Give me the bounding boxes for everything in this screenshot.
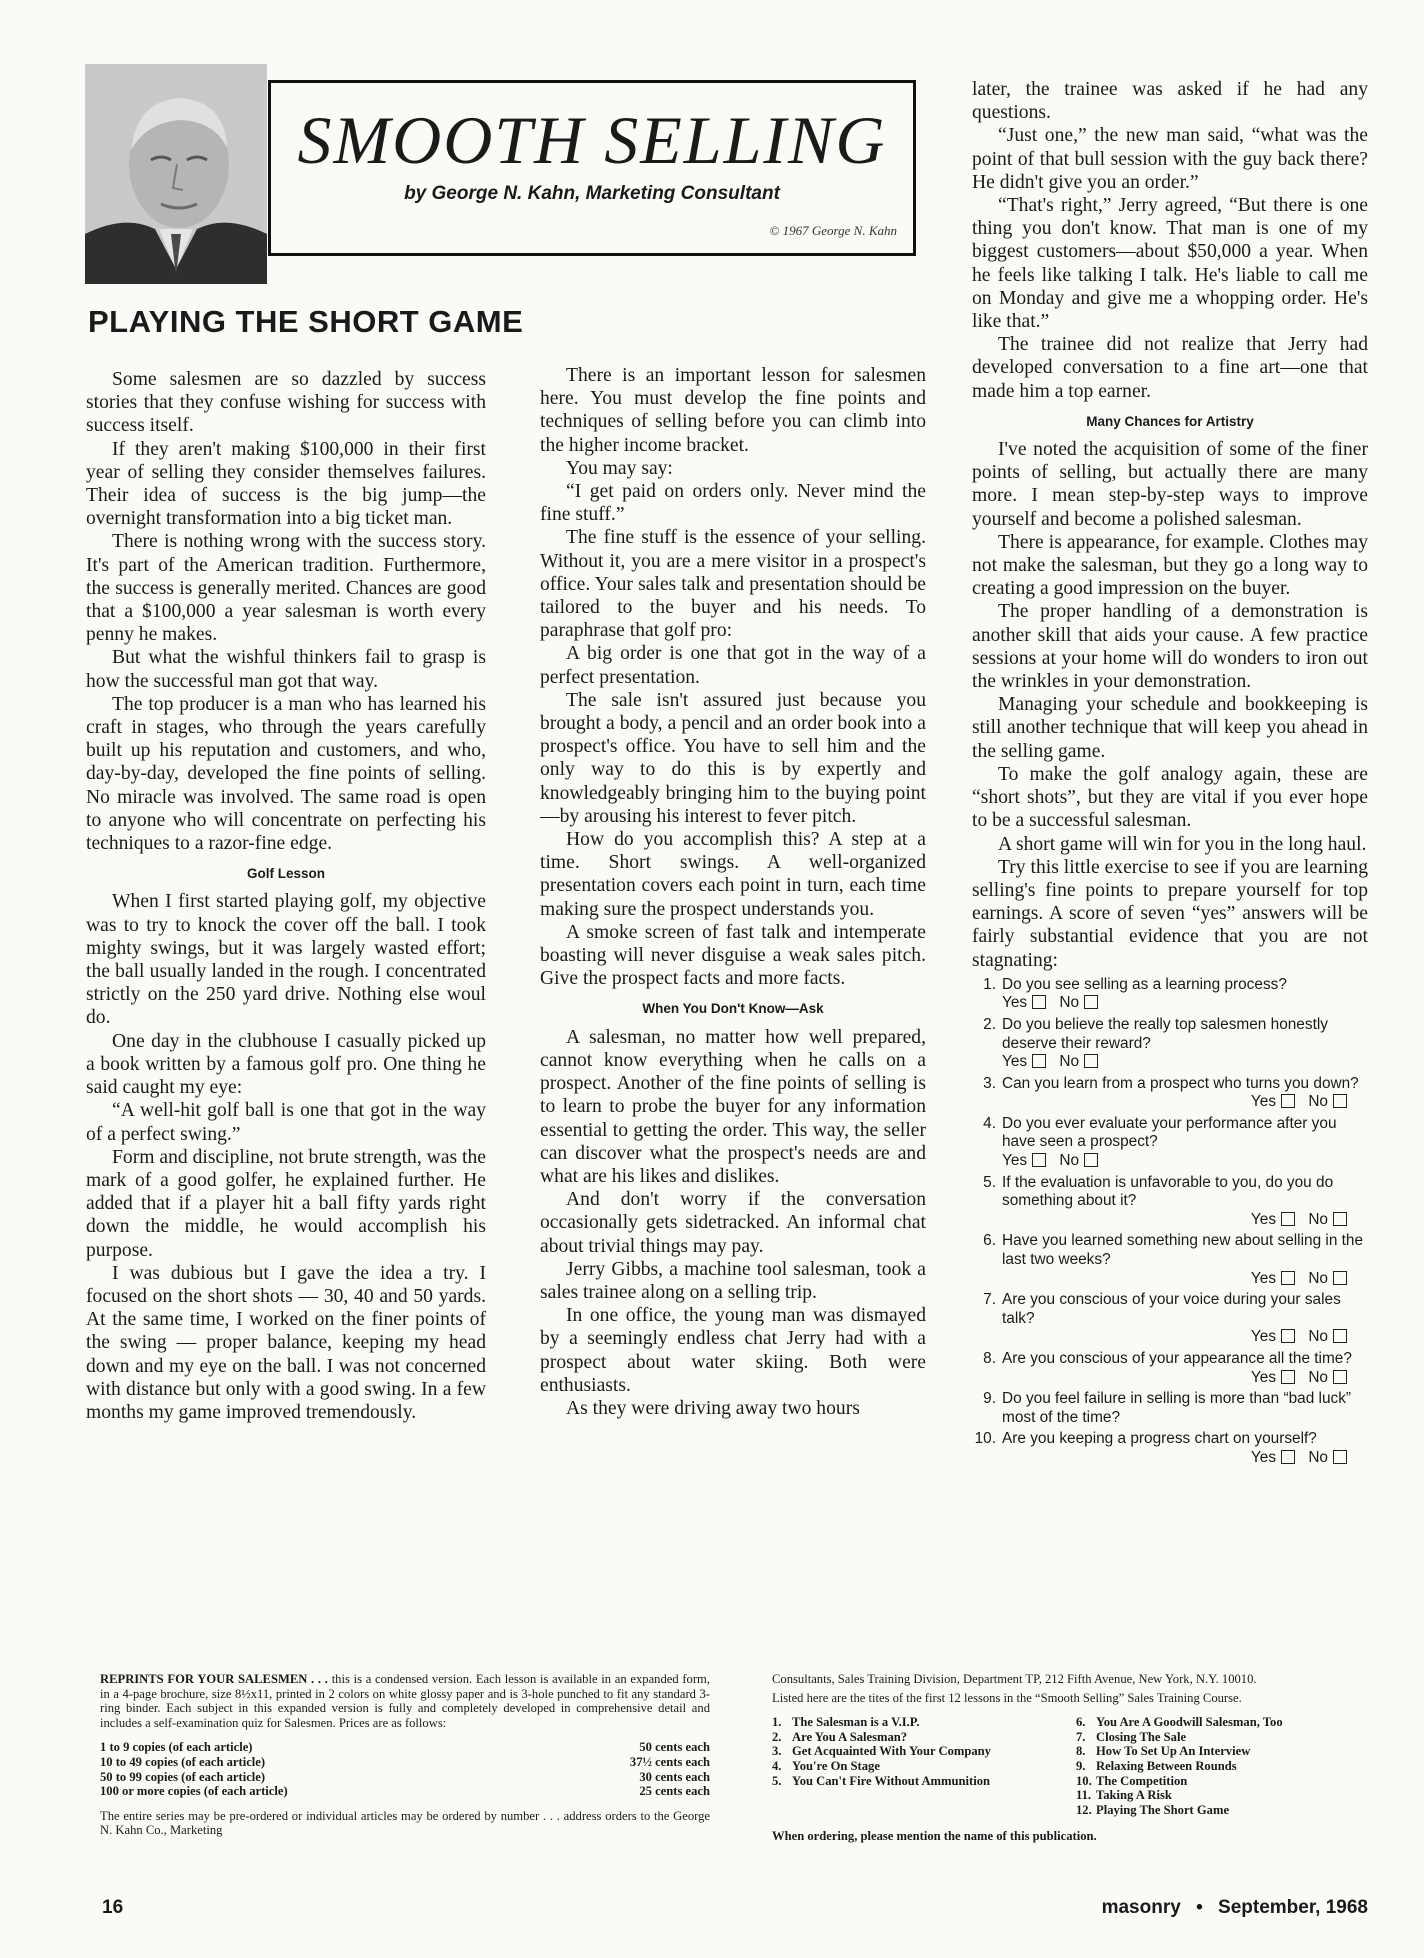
no-checkbox[interactable] xyxy=(1084,1153,1098,1167)
paragraph: There is an important lesson for salesmen here. You must develop the fine points and techniques of selling before you can climb into the higher income bracket. xyxy=(540,365,926,456)
no-label: No xyxy=(1059,994,1080,1012)
quiz-question: Are you keeping a progress chart on yourself? xyxy=(1002,1430,1317,1448)
quiz-item xyxy=(972,1174,1368,1230)
paragraph: The trainee did not realize that Jerry had developed conversation to a fine art—one that made him a top earner. xyxy=(972,334,1368,402)
column-2 xyxy=(540,364,926,1420)
lesson-title: You Can't Fire Without Ammunition xyxy=(792,1773,991,1788)
quiz-item xyxy=(972,1350,1368,1387)
paragraph: A smoke screen of fast talk and intemperate boasting will never disguise a weak sales pitch. Give the prospect facts and more facts. xyxy=(540,921,926,990)
lesson-title: You Are A Goodwill Salesman, Too xyxy=(1096,1715,1283,1730)
yes-checkbox[interactable] xyxy=(1281,1329,1295,1343)
footer-bullet: • xyxy=(1196,1897,1203,1918)
paragraph: I was dubious but I gave the idea a try. I focused on the short shots — 30, 40 and 50 yards. At the same time, I worked on the finer points of the swing — proper balance, keeping my head down and my eye on the ball. I was not concerned with distance but only with a good swing. In a few months my game improved tremendously. xyxy=(86,1262,486,1423)
lesson-item xyxy=(772,1774,1052,1789)
lesson-item xyxy=(772,1744,1052,1759)
lesson-number: 6. xyxy=(1076,1715,1086,1730)
yes-checkbox[interactable] xyxy=(1281,1212,1295,1226)
reprints-lead: REPRINTS FOR YOUR SALESMEN . . . xyxy=(100,1672,328,1686)
no-checkbox[interactable] xyxy=(1333,1212,1347,1226)
lesson-item xyxy=(772,1759,1052,1774)
no-checkbox[interactable] xyxy=(1084,1054,1098,1068)
lesson-title: The Salesman is a V.I.P. xyxy=(792,1715,920,1730)
order-address: Consultants, Sales Training Division, Department TP, 212 Fifth Avenue, New York, N.Y. 10010. xyxy=(772,1672,1257,1686)
quiz-item xyxy=(972,1075,1368,1112)
portrait-drawing xyxy=(85,64,267,284)
paragraph: The fine stuff is the essence of your selling. Without it, you are a mere visitor in a prospect's office. Your sales talk and presentation should be tailored to the buyer and his needs. To paraphrase that golf pro: xyxy=(540,527,926,642)
copyright: © 1967 George N. Kahn xyxy=(769,223,897,238)
reprints-intro xyxy=(100,1672,710,1730)
lesson-number: 2. xyxy=(772,1729,782,1744)
lesson-item xyxy=(1076,1730,1283,1745)
reprints-right xyxy=(772,1672,1378,1844)
quiz-number: 6. xyxy=(983,1232,996,1250)
author-portrait xyxy=(85,64,267,284)
ordering-note: When ordering, please mention the name of this publication. xyxy=(772,1829,1097,1844)
yes-label: Yes xyxy=(1250,1448,1277,1466)
yes-checkbox[interactable] xyxy=(1281,1271,1295,1285)
yes-checkbox[interactable] xyxy=(1281,1450,1295,1464)
price-row xyxy=(100,1755,710,1770)
quiz-question: If the evaluation is unfavorable to you, do you do something about it? xyxy=(1002,1173,1334,1210)
paragraph: There is appearance, for example. Clothes may not make the salesman, but they go a long way to creating a good impression on the buyer. xyxy=(972,531,1368,600)
lesson-item xyxy=(772,1715,1052,1730)
lesson-item xyxy=(1076,1803,1283,1818)
quiz-question: Can you learn from a prospect who turns you down? xyxy=(1002,1074,1359,1092)
lessons-column-left xyxy=(772,1715,1052,1817)
paragraph: How do you accomplish this? A step at a time. Short swings. A well-organized presentation covers each point in turn, each time making sure the prospect understands you. xyxy=(540,829,926,920)
reprints-left xyxy=(100,1672,710,1838)
quiz-number: 4. xyxy=(983,1114,996,1132)
quiz-question: Do you see selling as a learning process? xyxy=(1002,975,1287,993)
paragraph: Try this little exercise to see if you are learning selling's fine points to prepare yourself for top earnings. A score of seven “yes” answers will be fairly substantial evidence that you are not stagnating: xyxy=(972,856,1368,971)
lesson-item xyxy=(1076,1788,1283,1803)
column-3 xyxy=(972,78,1368,1471)
lesson-title: Relaxing Between Rounds xyxy=(1096,1758,1237,1773)
quiz-number: 2. xyxy=(983,1015,996,1033)
lesson-title: Closing The Sale xyxy=(1096,1729,1187,1744)
quiz-number: 8. xyxy=(983,1350,996,1367)
no-checkbox[interactable] xyxy=(1333,1271,1347,1285)
quiz-question: Do you believe the really top salesmen honestly deserve their reward? xyxy=(1002,1015,1328,1052)
column-1 xyxy=(86,368,486,1424)
yes-label: Yes xyxy=(1002,1053,1028,1071)
paragraph: The sale isn't assured just because you brought a body, a pencil and an order book into a prospect's office. You have to sell him and the only way to do this is by expertly and knowledgeably bringing him to the buying point—by arousing his interest to fever pitch. xyxy=(540,689,926,827)
paragraph: But what the wishful thinkers fail to grasp is how the successful man got that way. xyxy=(86,647,486,692)
lesson-number: 11. xyxy=(1076,1788,1092,1803)
no-label: No xyxy=(1308,1448,1328,1466)
lesson-title: Taking A Risk xyxy=(1096,1788,1172,1803)
price-label: 100 or more copies (of each article) xyxy=(100,1784,288,1799)
no-checkbox[interactable] xyxy=(1084,995,1098,1009)
lesson-number: 5. xyxy=(772,1773,782,1788)
magazine-name: masonry xyxy=(1101,1897,1181,1918)
lesson-number: 1. xyxy=(772,1715,782,1730)
yes-label: Yes xyxy=(1250,1368,1277,1386)
quiz-question: Have you learned something new about selling in the last two weeks? xyxy=(1002,1232,1364,1269)
paragraph: One day in the clubhouse I casually picked up a book written by a famous golf pro. One thing he said caught my eye: xyxy=(86,1030,486,1099)
quiz-number: 3. xyxy=(983,1074,996,1092)
byline: by George N. Kahn, Marketing Consultant xyxy=(404,183,780,204)
paragraph: A short game will win for you in the long haul. xyxy=(998,833,1367,855)
paragraph: I've noted the acquisition of some of the finer points of selling, but actually there are many more. I mean step-by-step ways to improve yourself and become a polished salesman. xyxy=(972,439,1368,530)
lesson-title: How To Set Up An Interview xyxy=(1096,1744,1251,1759)
yes-label: Yes xyxy=(1250,1093,1277,1111)
quiz-number: 10. xyxy=(974,1430,996,1448)
quiz-number: 5. xyxy=(983,1173,996,1191)
no-checkbox[interactable] xyxy=(1333,1094,1347,1108)
no-checkbox[interactable] xyxy=(1333,1450,1347,1464)
no-label: No xyxy=(1059,1152,1080,1170)
issue-date: September, 1968 xyxy=(1218,1897,1368,1918)
paragraph: Managing your schedule and bookkeeping is still another technique that will keep you ahead in the selling game. xyxy=(972,694,1368,762)
yes-label: Yes xyxy=(1250,1269,1277,1287)
lesson-number: 10. xyxy=(1076,1773,1092,1788)
price-value: 30 cents each xyxy=(639,1769,710,1784)
no-label: No xyxy=(1308,1093,1328,1111)
lesson-item xyxy=(1076,1759,1283,1774)
lessons-column-right xyxy=(1076,1715,1283,1817)
subheading-golf-lesson: Golf Lesson xyxy=(246,866,325,882)
lesson-number: 12. xyxy=(1076,1802,1092,1817)
yes-label: Yes xyxy=(1002,994,1028,1012)
self-quiz xyxy=(972,976,1368,1468)
price-value: 25 cents each xyxy=(639,1784,710,1799)
yes-label: Yes xyxy=(1250,1210,1277,1228)
lesson-number: 4. xyxy=(772,1758,782,1773)
yes-checkbox[interactable] xyxy=(1032,1153,1046,1167)
quiz-item xyxy=(972,1390,1368,1427)
paragraph: The top producer is a man who has learned his craft in stages, who through the years carefully built up his reputation and customers, and who, day-by-day, developed the fine points of selling. No miracle was involved. The same road is open to anyone who will concentrate on perfecting his techniques to a razor-fine edge. xyxy=(86,693,486,855)
paragraph: Some salesmen are so dazzled by success stories that they confuse wishing for success with success itself. xyxy=(86,369,486,437)
quiz-item xyxy=(972,1291,1368,1347)
yes-checkbox[interactable] xyxy=(1281,1094,1295,1108)
paragraph: “I get paid on orders only. Never mind the fine stuff.” xyxy=(540,481,926,526)
paragraph: “Just one,” the new man said, “what was the point of that bull session with the guy back there? He didn't give you an order.” xyxy=(972,125,1368,193)
lesson-title: You're On Stage xyxy=(792,1758,880,1773)
price-row xyxy=(100,1770,710,1785)
quiz-question: Are you conscious of your voice during your sales talk? xyxy=(1002,1291,1341,1327)
quiz-question: Are you conscious of your appearance all the time? xyxy=(1002,1350,1352,1367)
subheading-when-you-dont-know: When You Don't Know—Ask xyxy=(642,1001,824,1017)
quiz-item xyxy=(972,1232,1368,1288)
paragraph: As they were driving away two hours xyxy=(566,1397,860,1419)
lesson-item xyxy=(1076,1715,1283,1730)
lesson-item xyxy=(772,1730,1052,1745)
yes-checkbox[interactable] xyxy=(1281,1370,1295,1384)
quiz-question: Do you feel failure in selling is more than “bad luck” most of the time? xyxy=(1002,1390,1352,1426)
quiz-item xyxy=(972,1016,1368,1072)
publication-footer xyxy=(1102,1897,1368,1919)
no-checkbox[interactable] xyxy=(1333,1370,1347,1384)
paragraph: If they aren't making $100,000 in their first year of selling they consider themselves failures. Their idea of success is the big jump—the overnight transformation into a big ticket man. xyxy=(86,438,486,530)
no-label: No xyxy=(1059,1053,1080,1071)
yes-checkbox[interactable] xyxy=(1032,995,1046,1009)
price-row xyxy=(100,1784,710,1799)
reprints-text: this is a condensed version. Each lesson is available in an expanded form, in a 4-page brochure, size 8½x11, printed in 2 colors on white glossy paper and is 3-hole punched to fit any standard 3-ring binder. Each subject in this expanded version is fully and completely developed in comprehensive detail and includes a self-examination quiz for Salesmen. Prices are as follows: xyxy=(100,1672,710,1730)
yes-checkbox[interactable] xyxy=(1032,1054,1046,1068)
no-label: No xyxy=(1308,1368,1328,1386)
yes-label: Yes xyxy=(1250,1328,1277,1346)
lesson-number: 9. xyxy=(1076,1758,1086,1773)
page-number: 16 xyxy=(102,1897,124,1918)
paragraph: later, the trainee was asked if he had any questions. xyxy=(972,79,1368,124)
lesson-number: 7. xyxy=(1076,1729,1086,1744)
paragraph: “That's right,” Jerry agreed, “But there is one thing you don't know. That man is one of my biggest customers—about $50,000 a year. When he feels like talking I talk. He's liable to call me on Monday and give me a whopping order. He's like that.” xyxy=(972,195,1368,333)
quiz-item xyxy=(972,976,1368,1013)
price-value: 37½ cents each xyxy=(629,1754,710,1769)
quiz-question: Do you ever evaluate your performance after you have seen a prospect? xyxy=(1002,1114,1337,1151)
no-label: No xyxy=(1308,1210,1328,1228)
lesson-title: Get Acquainted With Your Company xyxy=(792,1744,991,1759)
column-title: SMOOTH SELLING xyxy=(297,102,887,178)
paragraph: To make the golf analogy again, these are “short shots”, but they are vital if you ever hope to be a successful salesman. xyxy=(972,763,1368,832)
quiz-item xyxy=(972,1430,1368,1467)
lesson-title: The Competition xyxy=(1096,1773,1188,1788)
lesson-number: 3. xyxy=(772,1744,782,1759)
article-headline: PLAYING THE SHORT GAME xyxy=(88,304,524,339)
no-label: No xyxy=(1308,1269,1328,1287)
quiz-number: 1. xyxy=(983,975,996,993)
paragraph: In one office, the young man was dismayed by a seemingly endless chat Jerry had with a prospect about water skiing. Both were enthusiasts. xyxy=(540,1305,926,1396)
lesson-number: 8. xyxy=(1076,1744,1086,1759)
paragraph: There is nothing wrong with the success story. It's part of the American tradition. Furthermore, the success is generally merited. Chances are good that a $100,000 a year salesman is worth every penny he makes. xyxy=(86,531,486,646)
quiz-number: 7. xyxy=(983,1291,996,1309)
lesson-item xyxy=(1076,1774,1283,1789)
title-box xyxy=(268,80,916,256)
paragraph: A big order is one that got in the way of a perfect presentation. xyxy=(540,643,926,688)
price-label: 10 to 49 copies (of each article) xyxy=(100,1754,266,1769)
price-value: 50 cents each xyxy=(639,1740,710,1755)
price-label: 1 to 9 copies (of each article) xyxy=(100,1740,253,1755)
paragraph: Form and discipline, not brute strength, was the mark of a good golfer, he explained further. He added that if a player hit a ball fifty yards right down the middle, he would accomplish his purpose. xyxy=(86,1146,486,1261)
lessons-intro: Listed here are the tites of the first 12 lessons in the “Smooth Selling” Sales Training Course. xyxy=(772,1690,1242,1705)
lesson-title: Playing The Short Game xyxy=(1096,1802,1230,1817)
paragraph: You may say: xyxy=(566,457,673,479)
paragraph: And don't worry if the conversation occasionally gets sidetracked. An informal chat about trivial things may pay. xyxy=(540,1189,926,1257)
yes-label: Yes xyxy=(1002,1152,1028,1170)
quiz-item xyxy=(972,1115,1368,1171)
no-label: No xyxy=(1308,1328,1328,1346)
lesson-item xyxy=(1076,1744,1283,1759)
price-row xyxy=(100,1740,710,1755)
price-list xyxy=(100,1740,710,1798)
paragraph: Jerry Gibbs, a machine tool salesman, took a sales trainee along on a selling trip. xyxy=(540,1258,926,1303)
price-label: 50 to 99 copies (of each article) xyxy=(100,1769,266,1784)
quiz-number: 9. xyxy=(983,1390,996,1408)
paragraph: The proper handling of a demonstration is another skill that aids your cause. A few practice sessions at your home will do wonders to iron out the wrinkles in your demonstration. xyxy=(972,601,1368,693)
lesson-title: Are You A Salesman? xyxy=(792,1729,908,1744)
paragraph: A salesman, no matter how well prepared, cannot know everything when he calls on a prospect. Another of the fine points of selling is to learn to probe the buyer for any information essential to getting the order. This way, the seller can discover what the prospect's needs are and what are his likes and dislikes. xyxy=(540,1026,926,1187)
lessons-list xyxy=(772,1715,1378,1817)
no-checkbox[interactable] xyxy=(1333,1329,1347,1343)
subheading-many-chances: Many Chances for Artistry xyxy=(1086,413,1254,429)
paragraph: When I first started playing golf, my objective was to try to knock the cover off the ball. I took mighty swings, but it was largely wasted effort; the ball usually landed in the rough. I concentrated strictly on the 250 yard drive. Nothing else woul do. xyxy=(86,891,486,1029)
order-instructions: The entire series may be pre-ordered or individual articles may be ordered by number . . . address orders to the George N. Kahn Co., Marketing xyxy=(100,1808,710,1838)
paragraph: “A well-hit golf ball is one that got in the way of a perfect swing.” xyxy=(86,1100,486,1145)
